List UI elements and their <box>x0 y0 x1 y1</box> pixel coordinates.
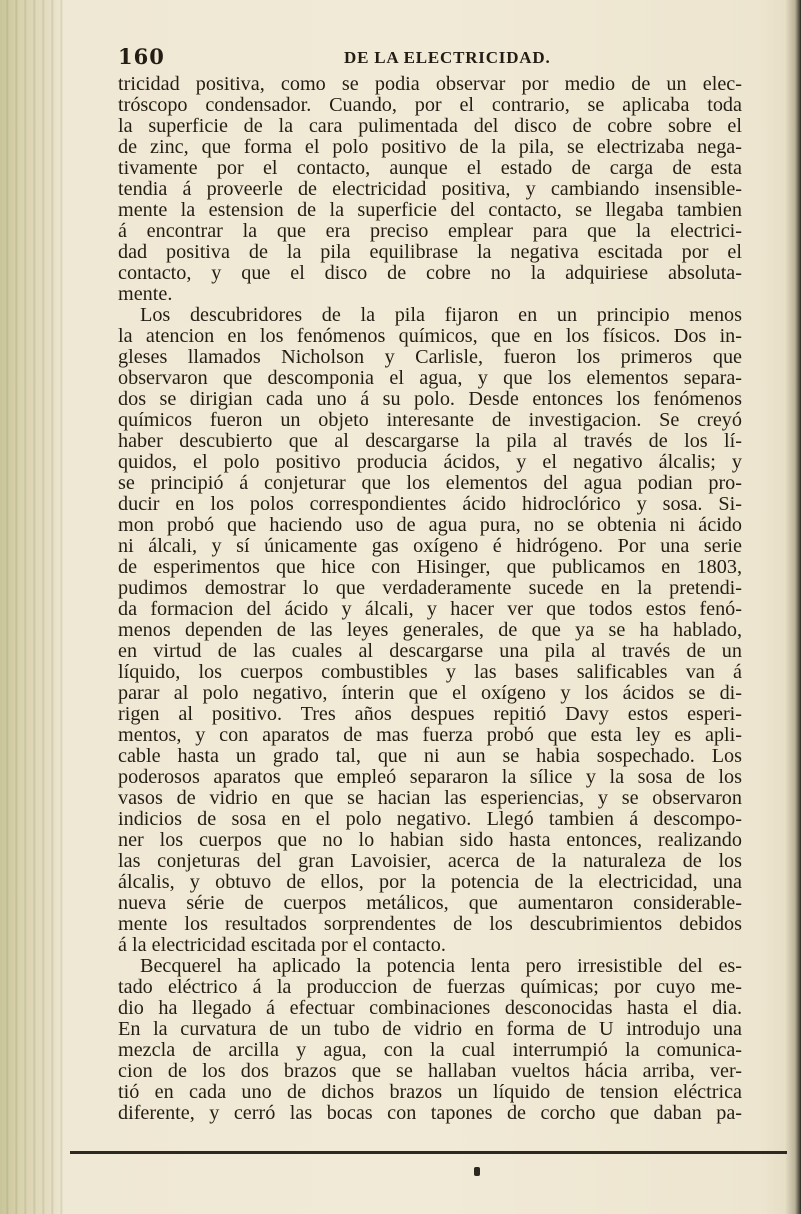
text-line: observaron que descomponia el agua, y que los elementos separa- <box>118 367 742 389</box>
text-line: mente. <box>118 283 173 305</box>
text-line: á encontrar la que era preciso emplear para que la electrici- <box>118 220 742 242</box>
text-line: álcalis, y obtuvo de ellos, por la potencia de la electricidad, una <box>118 871 742 893</box>
text-line: cable hasta un grado tal, que ni aun se habia sospechado. Los <box>118 745 742 767</box>
text-line: dad positiva de la pila equilibrase la negativa escitada por el <box>118 241 742 263</box>
bottom-rule <box>70 1151 787 1154</box>
text-line: quidos, el polo positivo producia ácidos, y el negativo álcalis; y <box>118 451 742 473</box>
text-line: la atencion en los fenómenos químicos, que en los físicos. Dos in- <box>118 325 742 347</box>
text-line: químicos fueron un objeto interesante de investigacion. Se creyó <box>118 409 742 431</box>
text-line: mezcla de arcilla y agua, con la cual interrumpió la comunica- <box>118 1039 742 1061</box>
text-line: nueva série de cuerpos metálicos, que aumentaron considerable- <box>118 892 742 914</box>
text-line: líquido, los cuerpos combustibles y las bases salificables van á <box>118 661 742 683</box>
binding-gutter <box>0 0 64 1214</box>
page-header <box>118 44 738 74</box>
text-line: tivamente por el contacto, aunque el estado de carga de esta <box>118 157 742 179</box>
text-line: En la curvatura de un tubo de vidrio en forma de U introdujo una <box>118 1018 742 1040</box>
text-line: las conjeturas del gran Lavoisier, acerca de la naturaleza de los <box>118 850 742 872</box>
text-line: tricidad positiva, como se podia observar por medio de un elec- <box>118 73 742 95</box>
text-line: vasos de vidrio en que se hacian las esperiencias, y se observaron <box>118 787 742 809</box>
text-line: mente los resultados sorprendentes de los descubrimientos debidos <box>118 913 742 935</box>
text-line: mentos, y con aparatos de mas fuerza probó que esta ley es apli- <box>118 724 742 746</box>
text-line: dos se dirigian cada uno á su polo. Desde entonces los fenómenos <box>118 388 742 410</box>
text-line: ner los cuerpos que no lo habian sido hasta entonces, realizando <box>118 829 742 851</box>
text-line: en virtud de las cuales al descargarse una pila al través de un <box>118 640 742 662</box>
text-line: pudimos demostrar lo que verdaderamente sucede en la pretendi- <box>118 577 742 599</box>
text-line: de zinc, que forma el polo positivo de la pila, se electrizaba nega- <box>118 136 742 158</box>
text-line: mente la estension de la superficie del contacto, se llegaba tambien <box>118 199 742 221</box>
text-line: tendia á proveerle de electricidad positiva, y cambiando insensible- <box>118 178 742 200</box>
text-line: tróscopo condensador. Cuando, por el contrario, se aplicaba toda <box>118 94 742 116</box>
ink-mark <box>474 1167 480 1176</box>
page-number: 160 <box>118 44 165 69</box>
text-line: tado eléctrico á la produccion de fuerzas químicas; por cuyo me- <box>118 976 742 998</box>
text-line: gleses llamados Nicholson y Carlisle, fueron los primeros que <box>118 346 742 368</box>
text-line: á la electricidad escitada por el contacto. <box>118 934 446 956</box>
text-line: Los descubridores de la pila fijaron en un principio menos <box>140 304 742 326</box>
running-head: DE LA ELECTRICIDAD. <box>344 48 551 67</box>
text-line: Becquerel ha aplicado la potencia lenta pero irresistible del es- <box>140 955 742 977</box>
text-line: menos dependen de las leyes generales, de que ya se ha hablado, <box>118 619 742 641</box>
text-line: ducir en los polos correspondientes ácido hidroclórico y sosa. Si- <box>118 493 742 515</box>
text-line: ni álcali, y sí únicamente gas oxígeno é hidrógeno. Por una serie <box>118 535 742 557</box>
text-line: mon probó que haciendo uso de agua pura, no se obtenia ni ácido <box>118 514 742 536</box>
text-line: diferente, y cerró las bocas con tapones de corcho que daban pa- <box>118 1102 742 1124</box>
text-line: tió en cada uno de dichos brazos un líquido de tension eléctrica <box>118 1081 742 1103</box>
text-line: cion de los dos brazos que se hallaban vueltos hácia arriba, ver- <box>118 1060 742 1082</box>
text-line: indicios de sosa en el polo negativo. Llegó tambien á descompo- <box>118 808 742 830</box>
text-line: da formacion del ácido y álcali, y hacer ver que todos estos fenó- <box>118 598 742 620</box>
text-line: de esperimentos que hice con Hisinger, que publicamos en 1803, <box>118 556 742 578</box>
text-line: rigen al positivo. Tres años despues repitió Davy estos esperi- <box>118 703 742 725</box>
text-line: dio ha llegado á efectuar combinaciones desconocidas hasta el dia. <box>118 997 742 1019</box>
text-line: haber descubierto que al descargarse la pila al través de los lí- <box>118 430 742 452</box>
text-line: la superficie de la cara pulimentada del disco de cobre sobre el <box>118 115 742 137</box>
text-line: contacto, y que el disco de cobre no la adquiriese absoluta- <box>118 262 742 284</box>
text-line: se principió á conjeturar que los elementos del agua podian pro- <box>118 472 742 494</box>
page-edge-shadow <box>785 0 801 1214</box>
text-line: parar al polo negativo, ínterin que el oxígeno y los ácidos se di- <box>118 682 742 704</box>
body-text <box>118 74 742 1124</box>
text-line: poderosos aparatos que empleó separaron la sílice y la sosa de los <box>118 766 742 788</box>
